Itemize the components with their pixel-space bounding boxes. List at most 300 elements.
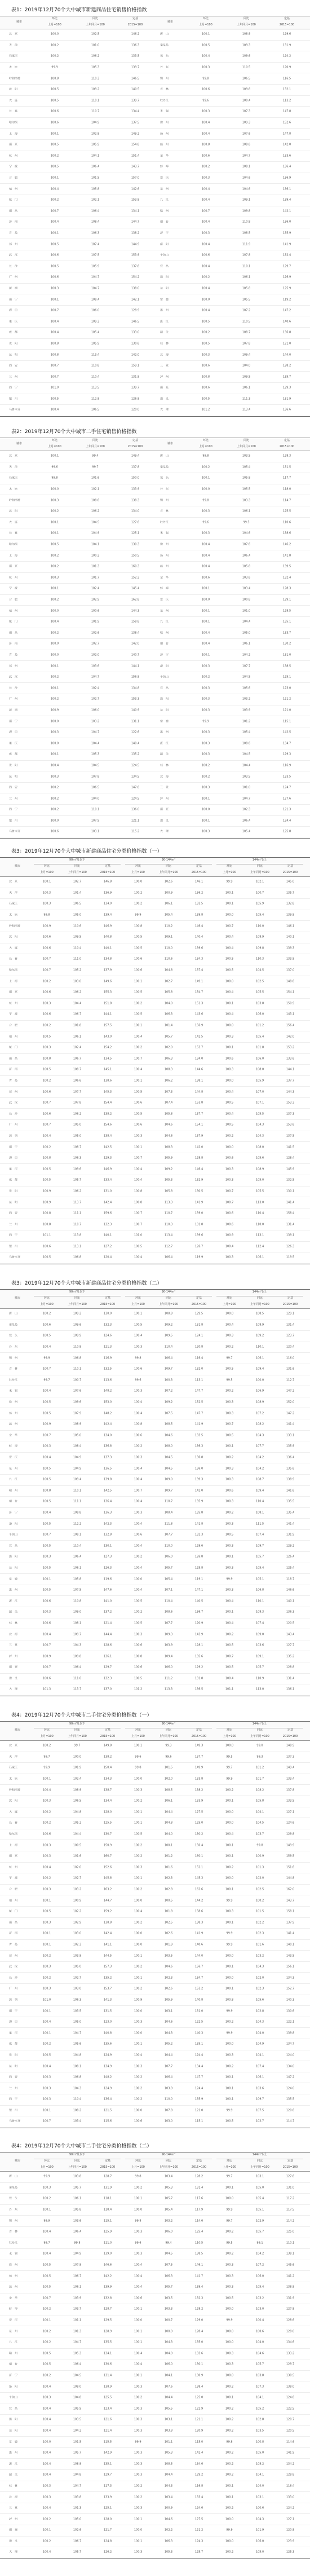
value-cell: 100.4 bbox=[201, 220, 210, 224]
value-cell: 113.6 bbox=[103, 1378, 112, 1382]
header-cell: 环比 bbox=[226, 864, 232, 868]
value-cell: 99.9 bbox=[43, 1766, 50, 1770]
value-cell: 103.3 bbox=[242, 499, 251, 502]
city-cell: 济 南 bbox=[9, 642, 18, 646]
value-cell: 115.1 bbox=[103, 2219, 112, 2223]
value-cell: 125.1 bbox=[131, 531, 140, 535]
value-cell: 99.9 bbox=[226, 1777, 233, 1781]
header-cell: 2015=100 bbox=[191, 1735, 207, 1738]
value-cell: 105.5 bbox=[242, 487, 251, 491]
value-cell: 100.0 bbox=[201, 298, 210, 302]
value-cell: 100.4 bbox=[42, 2473, 51, 2477]
value-cell: 100.4 bbox=[225, 1012, 234, 1016]
city-cell: 锦 州 bbox=[9, 1356, 18, 1360]
table-row bbox=[0, 1331, 310, 1342]
value-cell: 100.5 bbox=[50, 542, 59, 546]
value-cell: 100.5 bbox=[42, 2274, 51, 2278]
value-cell: 136.6 bbox=[282, 408, 291, 412]
city-cell: 温 州 bbox=[160, 564, 169, 568]
value-cell: 100.0 bbox=[42, 2440, 51, 2444]
value-cell: 100.6 bbox=[50, 253, 59, 257]
value-cell: 156.9 bbox=[131, 675, 140, 679]
header-cell: 上月=100 bbox=[223, 1735, 236, 1738]
value-cell: 110.0 bbox=[164, 946, 173, 950]
header-cell: 同比 bbox=[92, 17, 98, 20]
value-cell: 103.2 bbox=[164, 2219, 173, 2223]
city-cell: 泉 州 bbox=[160, 609, 169, 613]
city-cell: 湛 江 bbox=[160, 320, 169, 324]
value-cell: 103.8 bbox=[73, 2174, 82, 2178]
value-cell: 100.3 bbox=[50, 730, 59, 734]
data-table bbox=[0, 2152, 310, 2559]
table-row bbox=[0, 1142, 310, 1153]
value-cell: 100.1 bbox=[134, 2330, 143, 2334]
value-cell: 124.9 bbox=[103, 2053, 112, 2057]
value-cell: 102.5 bbox=[255, 980, 264, 983]
value-cell: 137.5 bbox=[131, 121, 140, 125]
value-cell: 125.5 bbox=[103, 1821, 112, 1825]
value-cell: 128.3 bbox=[282, 454, 291, 458]
value-cell: 149.4 bbox=[131, 454, 140, 458]
value-cell: 109.4 bbox=[242, 353, 251, 357]
city-cell: 金 华 bbox=[9, 1433, 18, 1437]
value-cell: 105.1 bbox=[255, 1577, 264, 1581]
table-row bbox=[0, 573, 310, 584]
value-cell: 100.3 bbox=[225, 1411, 234, 1415]
city-cell: 常 德 bbox=[160, 298, 169, 302]
value-cell: 138.3 bbox=[131, 499, 140, 502]
value-cell: 141.9 bbox=[194, 1201, 203, 1205]
table-row bbox=[0, 805, 310, 816]
value-cell: 106.1 bbox=[255, 2075, 264, 2079]
value-cell: 100.3 bbox=[164, 1378, 173, 1382]
table-row bbox=[0, 2459, 310, 2470]
value-cell: 134.7 bbox=[286, 2042, 295, 2046]
city-cell: 安 庆 bbox=[9, 1455, 18, 1459]
table-row bbox=[0, 1098, 310, 1109]
value-cell: 128.7 bbox=[103, 2307, 112, 2311]
value-cell: 100.7 bbox=[134, 1223, 143, 1227]
value-cell: 104.9 bbox=[255, 2042, 264, 2046]
value-cell: 139.7 bbox=[131, 99, 140, 103]
value-cell: 153.2 bbox=[194, 1987, 203, 1991]
value-cell: 116.0 bbox=[286, 1356, 295, 1360]
value-cell: 153.3 bbox=[286, 1101, 295, 1105]
value-cell: 100.1 bbox=[42, 2109, 51, 2112]
header-cell: 环比 bbox=[135, 1728, 141, 1732]
value-cell: 100.3 bbox=[201, 686, 210, 690]
value-cell: 100.5 bbox=[73, 1843, 82, 1847]
value-cell: 142.4 bbox=[103, 1201, 112, 1205]
value-cell: 99.6 bbox=[51, 465, 58, 469]
city-cell: 蚌 埠 bbox=[9, 1444, 18, 1448]
value-cell: 115.0 bbox=[194, 2440, 203, 2444]
value-cell: 103.2 bbox=[73, 1887, 82, 1891]
value-cell: 100.2 bbox=[42, 1145, 51, 1149]
value-cell: 137.0 bbox=[286, 968, 295, 972]
value-cell: 137.9 bbox=[194, 1134, 203, 1138]
value-cell: 146.9 bbox=[103, 924, 112, 928]
city-cell: 海 口 bbox=[9, 730, 18, 734]
value-cell: 117.5 bbox=[286, 2208, 295, 2212]
table-row bbox=[0, 2028, 310, 2039]
value-cell: 130.9 bbox=[194, 2374, 203, 2377]
city-cell: 沈 阳 bbox=[9, 509, 18, 513]
value-cell: 102.3 bbox=[164, 1976, 173, 1980]
value-cell: 121.2 bbox=[194, 2528, 203, 2532]
value-cell: 107.3 bbox=[255, 2385, 264, 2389]
header-cell: 上月=100 bbox=[131, 1303, 145, 1306]
value-cell: 100.3 bbox=[42, 2495, 51, 2499]
value-cell: 121.0 bbox=[194, 2109, 203, 2112]
value-cell: 136.0 bbox=[194, 1467, 203, 1471]
value-cell: 106.1 bbox=[164, 1799, 173, 1803]
value-cell: 154.2 bbox=[103, 1046, 112, 1049]
city-cell: 济 宁 bbox=[160, 653, 169, 657]
header-cell: 定基 bbox=[132, 439, 138, 442]
value-cell: 105.8 bbox=[164, 1112, 173, 1116]
table-row bbox=[0, 1796, 310, 1807]
header-cell: 同比 bbox=[74, 1296, 80, 1300]
value-cell: 103.8 bbox=[255, 2374, 264, 2377]
value-cell: 137.9 bbox=[103, 968, 112, 972]
city-cell: 南 宁 bbox=[9, 1145, 18, 1149]
value-cell: 104.8 bbox=[73, 2053, 82, 2057]
value-cell: 129.7 bbox=[286, 2362, 295, 2366]
value-cell: 101.8 bbox=[255, 1046, 264, 1049]
value-cell: 104.4 bbox=[242, 764, 251, 767]
value-cell: 129.7 bbox=[103, 1665, 112, 1669]
value-cell: 114.7 bbox=[282, 499, 291, 502]
value-cell: 100.1 bbox=[201, 797, 210, 801]
value-cell: 131.8 bbox=[194, 1323, 203, 1327]
value-cell: 137.7 bbox=[286, 1079, 295, 1083]
value-cell: 142.5 bbox=[194, 1035, 203, 1039]
header-cell: 环比 bbox=[43, 2159, 50, 2163]
value-cell: 138.4 bbox=[103, 1134, 112, 1138]
city-cell: 长 春 bbox=[9, 957, 18, 961]
table-row bbox=[0, 1043, 310, 1054]
table-row bbox=[0, 2448, 310, 2459]
value-cell: 144.1 bbox=[103, 1012, 112, 1016]
value-cell: 104.7 bbox=[242, 154, 251, 158]
value-cell: 100.2 bbox=[50, 631, 59, 635]
value-cell: 100.2 bbox=[134, 2186, 143, 2190]
header-cell: 144m²以上 bbox=[252, 858, 268, 862]
header-cell: 定基 bbox=[196, 864, 202, 868]
table-row bbox=[0, 29, 310, 41]
value-cell: 101.2 bbox=[255, 1024, 264, 1027]
value-cell: 135.5 bbox=[286, 1499, 295, 1503]
value-cell: 101.9 bbox=[164, 1943, 173, 1947]
table-row bbox=[0, 1807, 310, 1819]
value-cell: 100.1 bbox=[201, 609, 210, 613]
value-cell: 100.4 bbox=[134, 2285, 143, 2289]
value-cell: 104.3 bbox=[255, 1433, 264, 1437]
table-row bbox=[0, 2017, 310, 2028]
value-cell: 103.2 bbox=[255, 2296, 264, 2300]
value-cell: 136.4 bbox=[103, 2097, 112, 2101]
city-cell: 深 圳 bbox=[9, 286, 18, 290]
table-row bbox=[0, 217, 310, 228]
value-cell: 100.8 bbox=[42, 1211, 51, 1215]
value-cell: 142.5 bbox=[103, 1489, 112, 1493]
value-cell: 100.3 bbox=[134, 2252, 143, 2256]
value-cell: 149.9 bbox=[286, 1843, 295, 1847]
value-cell: 99.9 bbox=[226, 2031, 233, 2035]
city-cell: 宜 昌 bbox=[9, 1544, 18, 1548]
value-cell: 139.8 bbox=[286, 2031, 295, 2035]
city-cell: 赣 州 bbox=[160, 209, 169, 213]
city-cell: 大 连 bbox=[9, 99, 18, 103]
value-cell: 135.5 bbox=[103, 2340, 112, 2344]
value-cell: 139.6 bbox=[194, 1233, 203, 1237]
value-cell: 139.4 bbox=[194, 2285, 203, 2289]
table-row bbox=[0, 2205, 310, 2216]
value-cell: 110.9 bbox=[255, 1677, 264, 1680]
value-cell: 100.3 bbox=[225, 2274, 234, 2278]
value-cell: 142.5 bbox=[103, 1145, 112, 1149]
city-cell: 南 充 bbox=[160, 808, 169, 811]
value-cell: 100.2 bbox=[50, 797, 59, 801]
value-cell: 110.7 bbox=[164, 1211, 173, 1215]
city-cell: 上 海 bbox=[9, 554, 18, 558]
value-cell: 120.5 bbox=[286, 2429, 295, 2433]
value-cell: 103.0 bbox=[73, 980, 82, 983]
value-cell: 100.4 bbox=[42, 1389, 51, 1393]
value-cell: 102.7 bbox=[73, 880, 82, 884]
value-cell: 131.0 bbox=[194, 2009, 203, 2013]
value-cell: 122.6 bbox=[131, 730, 140, 734]
city-cell: 石家庄 bbox=[9, 54, 18, 58]
value-cell: 159.1 bbox=[131, 364, 140, 368]
value-cell: 121.2 bbox=[282, 697, 291, 701]
value-cell: 107.7 bbox=[73, 1090, 82, 1094]
value-cell: 108.6 bbox=[164, 1610, 173, 1614]
table-row bbox=[0, 250, 310, 262]
value-cell: 100.4 bbox=[42, 2065, 51, 2068]
city-cell: 郑 州 bbox=[9, 1090, 18, 1094]
value-cell: 100.3 bbox=[134, 1633, 143, 1637]
value-cell: 147.2 bbox=[286, 2075, 295, 2079]
value-cell: 149.1 bbox=[194, 980, 203, 983]
value-cell: 100.5 bbox=[42, 1522, 51, 1526]
value-cell: 135.2 bbox=[131, 752, 140, 756]
city-cell: 南 京 bbox=[9, 1854, 18, 1858]
value-cell: 104.4 bbox=[242, 620, 251, 624]
value-cell: 142.6 bbox=[131, 187, 140, 191]
value-cell: 102.0 bbox=[255, 1876, 264, 1880]
value-cell: 100.3 bbox=[201, 531, 210, 535]
table-row bbox=[0, 1763, 310, 1774]
value-cell: 100.1 bbox=[225, 1987, 234, 1991]
value-cell: 105.7 bbox=[255, 2362, 264, 2366]
value-cell: 103.4 bbox=[164, 2495, 173, 2499]
value-cell: 100.5 bbox=[42, 2285, 51, 2289]
value-cell: 134.2 bbox=[286, 2462, 295, 2466]
value-cell: 113.1 bbox=[194, 1378, 203, 1382]
city-cell: 深 圳 bbox=[9, 708, 18, 712]
value-cell: 139.5 bbox=[282, 564, 291, 568]
value-cell: 100.2 bbox=[225, 2252, 234, 2256]
value-cell: 100.1 bbox=[134, 1810, 143, 1814]
table-title: 表2：2019年12月70个大中城市二手住宅销售价格指数 bbox=[11, 429, 137, 435]
value-cell: 100.2 bbox=[225, 1633, 234, 1637]
value-cell: 131.0 bbox=[286, 2186, 295, 2190]
value-cell: 104.2 bbox=[255, 1455, 264, 1459]
value-cell: 124.6 bbox=[103, 1334, 112, 1338]
value-cell: 106.1 bbox=[255, 1255, 264, 1259]
value-cell: 100.2 bbox=[50, 697, 59, 701]
city-cell: 西 宁 bbox=[9, 1233, 18, 1237]
value-cell: 141.7 bbox=[194, 2274, 203, 2278]
value-cell: 104.6 bbox=[164, 2517, 173, 2521]
value-cell: 140.3 bbox=[286, 1998, 295, 2002]
value-cell: 106.9 bbox=[255, 1389, 264, 1393]
value-cell: 132.0 bbox=[194, 1367, 203, 1371]
city-cell: 呼和浩特 bbox=[9, 77, 21, 81]
value-cell: 113.4 bbox=[91, 353, 100, 357]
header-cell: 上月=100 bbox=[223, 871, 236, 874]
value-cell: 133.4 bbox=[286, 1777, 295, 1781]
value-cell: 100.2 bbox=[201, 764, 210, 767]
city-cell: 泸 州 bbox=[160, 797, 169, 801]
value-cell: 100.5 bbox=[50, 87, 59, 91]
value-cell: 115.6 bbox=[103, 2119, 112, 2123]
value-cell: 158.8 bbox=[131, 620, 140, 624]
value-cell: 101.3 bbox=[73, 2330, 82, 2334]
value-cell: 100.6 bbox=[201, 576, 210, 580]
value-cell: 100.0 bbox=[134, 1577, 143, 1581]
value-cell: 141.6 bbox=[286, 1489, 295, 1493]
value-cell: 110.1 bbox=[73, 1489, 82, 1493]
city-cell: 贵 阳 bbox=[9, 342, 18, 346]
value-cell: 140.9 bbox=[131, 708, 140, 712]
table-row bbox=[0, 1585, 310, 1596]
city-cell: 成 都 bbox=[9, 752, 18, 756]
value-cell: 110.3 bbox=[91, 77, 100, 81]
value-cell: 141.2 bbox=[286, 2274, 295, 2278]
value-cell: 105.0 bbox=[73, 913, 82, 917]
value-cell: 104.7 bbox=[91, 286, 100, 290]
table-row bbox=[0, 184, 310, 195]
value-cell: 100.4 bbox=[225, 935, 234, 939]
value-cell: 100.1 bbox=[42, 2528, 51, 2532]
value-cell: 138.9 bbox=[286, 1477, 295, 1481]
value-cell: 100.3 bbox=[134, 1865, 143, 1869]
city-cell: 扬 州 bbox=[160, 554, 169, 558]
value-cell: 100.4 bbox=[134, 1588, 143, 1592]
value-cell: 105.8 bbox=[91, 187, 100, 191]
value-cell: 106.1 bbox=[242, 509, 251, 513]
city-cell: 南 昌 bbox=[9, 1057, 18, 1061]
value-cell: 131.9 bbox=[282, 43, 291, 47]
city-cell: 大 连 bbox=[9, 521, 18, 524]
value-cell: 100.3 bbox=[225, 1167, 234, 1171]
value-cell: 100.2 bbox=[225, 1788, 234, 1792]
value-cell: 138.3 bbox=[194, 1921, 203, 1925]
value-cell: 126.3 bbox=[286, 1245, 295, 1249]
value-cell: 106.7 bbox=[73, 1012, 82, 1016]
table-row bbox=[0, 921, 310, 932]
value-cell: 106.7 bbox=[73, 2539, 82, 2543]
value-cell: 99.9 bbox=[135, 2440, 141, 2444]
value-cell: 100.4 bbox=[201, 564, 210, 568]
value-cell: 138.5 bbox=[194, 2252, 203, 2256]
value-cell: 99.8 bbox=[135, 1356, 141, 1360]
table-row bbox=[0, 1618, 310, 1630]
value-cell: 100.5 bbox=[225, 1533, 234, 1537]
value-cell: 100.3 bbox=[225, 1477, 234, 1481]
value-cell: 104.5 bbox=[242, 675, 251, 679]
table-row bbox=[0, 1785, 310, 1796]
value-cell: 105.8 bbox=[242, 564, 251, 568]
value-cell: 147.1 bbox=[194, 1588, 203, 1592]
value-cell: 108.7 bbox=[73, 1145, 82, 1149]
value-cell: 136.8 bbox=[194, 1455, 203, 1459]
value-cell: 100.1 bbox=[42, 880, 51, 884]
value-cell: 100.3 bbox=[134, 2407, 143, 2411]
value-cell: 100.2 bbox=[50, 43, 59, 47]
value-cell: 130.5 bbox=[194, 1189, 203, 1193]
value-cell: 100.3 bbox=[201, 730, 210, 734]
value-cell: 106.4 bbox=[164, 1255, 173, 1259]
city-cell: 西 安 bbox=[9, 1211, 18, 1215]
value-cell: 107.9 bbox=[73, 1411, 82, 1415]
value-cell: 107.4 bbox=[91, 242, 100, 246]
value-cell: 123.4 bbox=[103, 2407, 112, 2411]
value-cell: 123.9 bbox=[286, 2539, 295, 2543]
value-cell: 100.1 bbox=[225, 1843, 234, 1847]
city-cell: 长 沙 bbox=[9, 1976, 18, 1980]
value-cell: 110.1 bbox=[286, 2241, 295, 2245]
value-cell: 100.4 bbox=[225, 1832, 234, 1836]
value-cell: 100.6 bbox=[134, 1533, 143, 1537]
value-cell: 100.1 bbox=[134, 2042, 143, 2046]
value-cell: 113.1 bbox=[73, 1245, 82, 1249]
value-cell: 125.9 bbox=[103, 2230, 112, 2234]
value-cell: 151.6 bbox=[286, 1865, 295, 1869]
city-cell: 徐 州 bbox=[9, 1400, 18, 1404]
table-row bbox=[0, 1431, 310, 1442]
value-cell: 100.2 bbox=[134, 891, 143, 895]
city-cell: 唐 山 bbox=[9, 2174, 18, 2178]
value-cell: 106.1 bbox=[73, 2196, 82, 2200]
header-cell: 环比 bbox=[202, 439, 209, 442]
value-cell: 119.9 bbox=[194, 1255, 203, 1259]
city-cell: 福 州 bbox=[9, 187, 18, 191]
value-cell: 103.4 bbox=[73, 2119, 82, 2123]
table-row bbox=[0, 1175, 310, 1186]
value-cell: 100.4 bbox=[225, 1599, 234, 1603]
table-row bbox=[0, 1840, 310, 1851]
value-cell: 100.7 bbox=[50, 364, 59, 368]
value-cell: 100.5 bbox=[42, 1400, 51, 1404]
value-cell: 103.1 bbox=[164, 2009, 173, 2013]
value-cell: 106.3 bbox=[164, 1012, 173, 1016]
value-cell: 132.5 bbox=[286, 1178, 295, 1182]
value-cell: 115.2 bbox=[131, 830, 140, 833]
value-cell: 136.5 bbox=[194, 1687, 203, 1691]
value-cell: 134.6 bbox=[194, 2462, 203, 2466]
value-cell: 104.1 bbox=[255, 2473, 264, 2477]
value-cell: 99.3 bbox=[256, 1755, 263, 1759]
value-cell: 99.8 bbox=[226, 2440, 233, 2444]
table-row bbox=[0, 1651, 310, 1662]
table-row bbox=[0, 888, 310, 899]
value-cell: 135.4 bbox=[286, 1511, 295, 1515]
value-cell: 100.4 bbox=[134, 1522, 143, 1526]
